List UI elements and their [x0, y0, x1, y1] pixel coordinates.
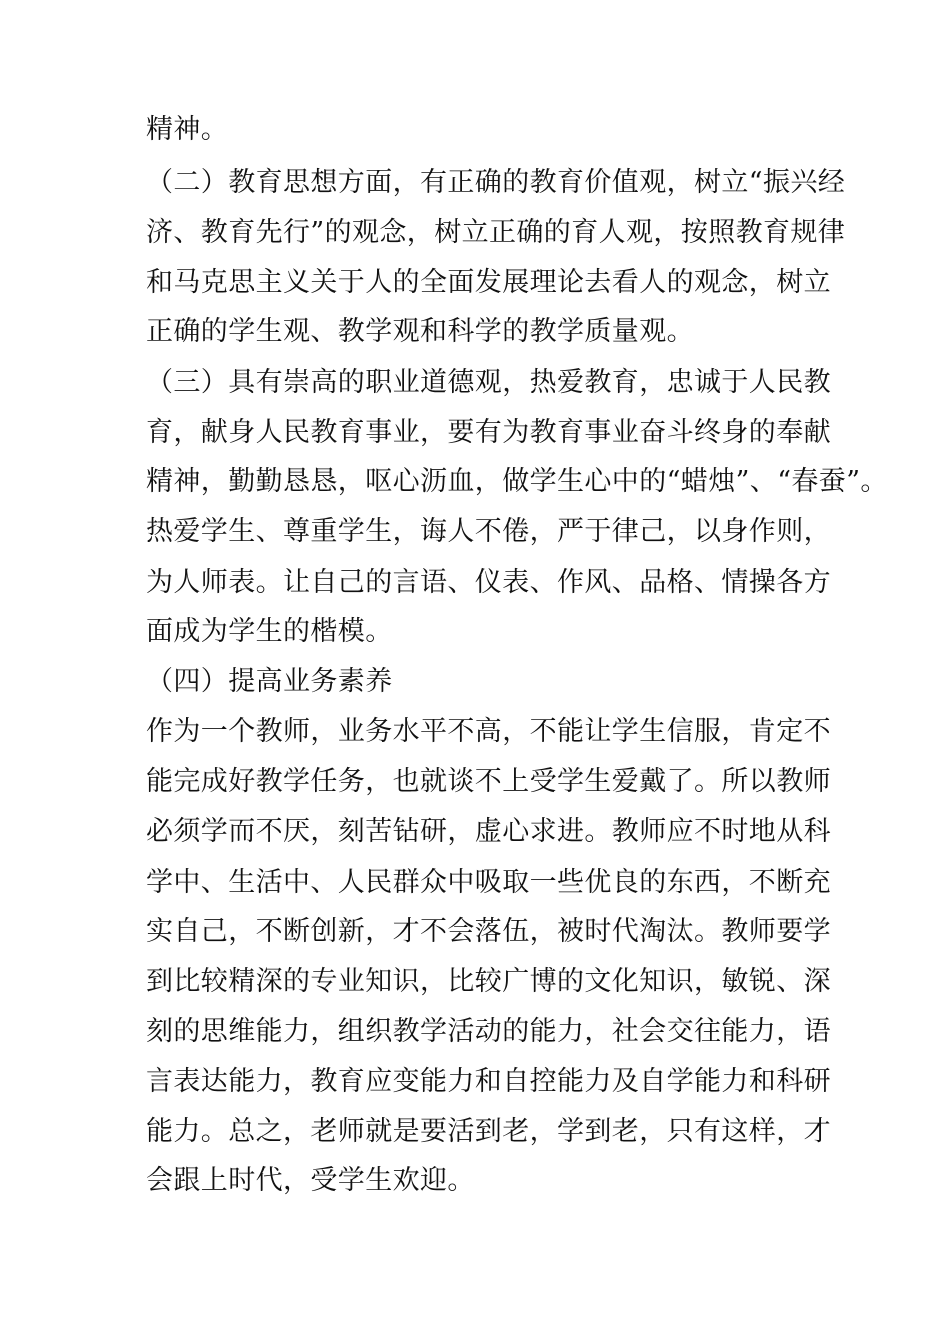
text-line: 实自己，不断创新，才不会落伍，被时代淘汰。教师要学 [146, 916, 831, 947]
text-line: 刻的思维能力，组织教学活动的能力，社会交往能力，语 [146, 1016, 831, 1047]
text-line: 育，献身人民教育事业，要有为教育事业奋斗终身的奉献 [146, 417, 831, 448]
text-line: 济、教育先行”的观念，树立正确的育人观，按照教育规律 [146, 217, 846, 248]
text-line: 为人师表。让自己的言语、仪表、作风、品格、情操各方 [146, 567, 831, 598]
text-line: 必须学而不厌，刻苦钻研，虚心求进。教师应不时地从科 [146, 816, 831, 847]
text-line: （三）具有崇高的职业道德观，热爱教育，忠诚于人民教 [146, 367, 831, 398]
text-line: 能完成好教学任务，也就谈不上受学生爱戴了。所以教师 [146, 766, 831, 797]
text-line: 正确的学生观、教学观和科学的教学质量观。 [146, 316, 694, 347]
text-line: 作为一个教师，业务水平不高，不能让学生信服，肯定不 [146, 716, 831, 747]
text-line: （二）教育思想方面，有正确的教育价值观，树立“振兴经 [146, 167, 846, 198]
text-line: 精神。 [146, 114, 229, 145]
text-line: 热爱学生、尊重学生，诲人不倦，严于律己，以身作则， [146, 516, 831, 547]
text-line: 学中、生活中、人民群众中吸取一些优良的东西，不断充 [146, 867, 831, 898]
text-line: （四）提高业务素养 [146, 666, 393, 697]
text-line: 和马克思主义关于人的全面发展理论去看人的观念，树立 [146, 267, 831, 298]
text-line: 到比较精深的专业知识，比较广博的文化知识，敏锐、深 [146, 966, 831, 997]
text-line: 言表达能力，教育应变能力和自控能力及自学能力和科研 [146, 1066, 831, 1097]
text-line: 精神，勤勤恳恳，呕心沥血，做学生心中的“蜡烛”、“春蚕”。 [146, 466, 888, 497]
text-line: 面成为学生的楷模。 [146, 616, 393, 647]
text-line: 能力。总之，老师就是要活到老，学到老，只有这样，才 [146, 1116, 831, 1147]
text-line: 会跟上时代，受学生欢迎。 [146, 1165, 475, 1196]
